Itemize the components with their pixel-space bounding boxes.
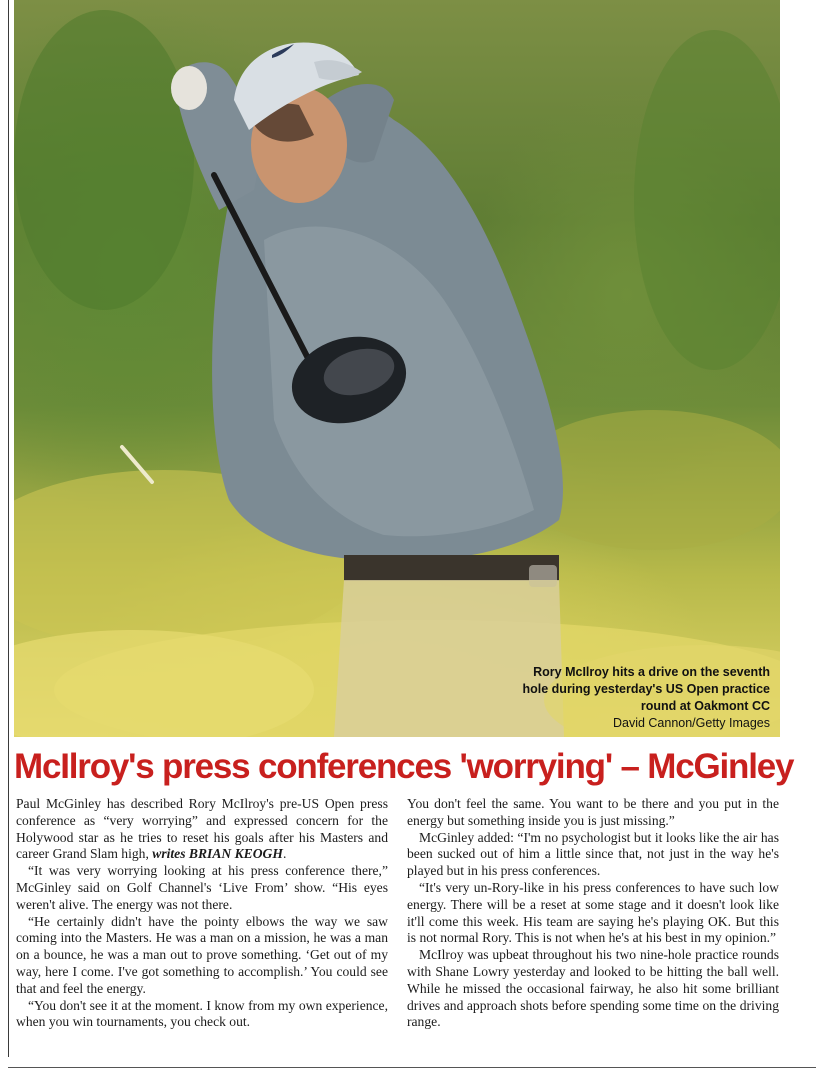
paragraph-text: Paul McGinley has described Rory McIlroy's pre-US Open press conference as “very worrying” and expressed concern for the Holywood star as he tries to reset his goals after his Masters and career Grand Slam high,	[16, 796, 388, 862]
photo-credit: David Cannon/Getty Images	[612, 716, 770, 730]
paragraph: “He certainly didn't have the pointy elbows the way we saw coming into the Masters. He was a man on a mission, he was a man on a bounce, he was a man out to prove something. ‘Get out of my way, here I come. I've got something to accomplish.’ You could see that and feel the energy.	[16, 913, 388, 996]
headline: McIlroy's press conferences 'worrying' – McGinley	[14, 747, 794, 786]
paragraph	[16, 796, 388, 863]
golfer-photo	[14, 0, 780, 737]
bottom-rule	[8, 1067, 816, 1068]
paragraph: “It's very un-Rory-like in his press conferences to have such low energy. There will be a reset at some stage and it doesn't look like it'll come this week. His team are saying he's playing OK. But this is not normal Rory. This is not when he's at his best in my opinion.”	[407, 879, 779, 946]
paragraph: “You don't see it at the moment. I know from my own experience, when you win tournaments, you check out.	[16, 997, 388, 1030]
caption-text: Rory McIlroy hits a drive on the seventh hole during yesterday's US Open practice round at Oakmont CC	[522, 665, 770, 713]
photo-caption	[520, 664, 770, 732]
left-column-rule	[8, 0, 9, 1057]
article-column-1	[16, 796, 388, 1031]
paragraph: McIlroy was upbeat throughout his two nine-hole practice rounds with Shane Lowry yesterday and looked to be hitting the ball well. While he missed the occasional fairway, he also hit some brilliant drives and approach shots before spending some time on the driving range.	[407, 947, 779, 1030]
paragraph: McGinley added: “I'm no psychologist but it looks like the air has been sucked out of him a little since that, not just in the way he's played but in his press conferences.	[407, 829, 779, 879]
article-column-2	[407, 796, 779, 1031]
paragraph: “It was very worrying looking at his press conference there,” McGinley said on Golf Channel's ‘Live From’ show. “His eyes weren't alive. The energy was not there.	[16, 863, 388, 912]
paragraph: You don't feel the same. You want to be there and you put in the energy but something inside you is just missing.”	[407, 796, 779, 828]
byline: writes BRIAN KEOGH	[152, 846, 283, 862]
golfer-illustration	[14, 0, 780, 737]
paragraph-end: .	[282, 846, 287, 862]
